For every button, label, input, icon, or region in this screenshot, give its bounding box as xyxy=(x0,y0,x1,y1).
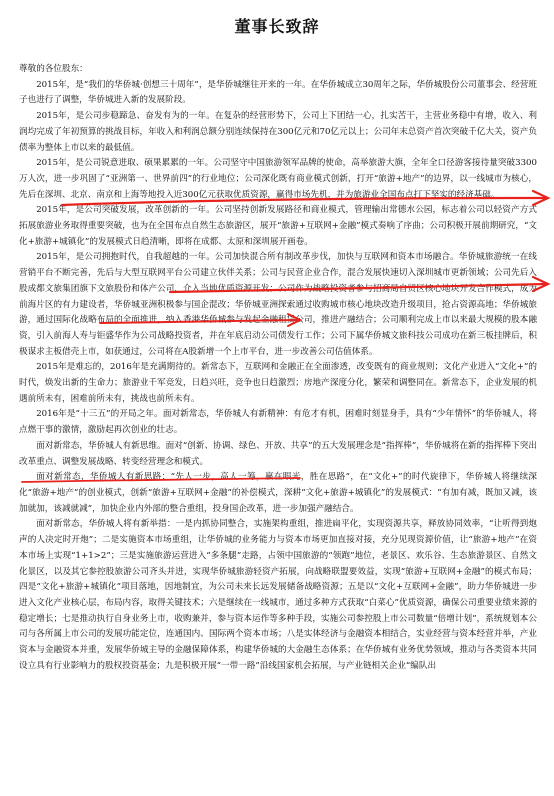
paragraph-3: 2015年，是公司锐意进取、硕果累累的一年。公司坚守中国旅游领军品牌的使命，高举旅游大旗，全年全口径游客接待量突破3300万人次，进一步巩固了“亚洲第一、世界前四”的行业地位；公司深化既有商业模式创新，打开“旅游+地产”的边界，以一线城市为核心，先后在深圳、北京、南京和上海等地投入近300亿元获取优质资源，赢得市场先机，并为旅游业全国布点打下坚实的经济基础。 xyxy=(19,158,537,200)
paragraph-5: 2015年，是公司拥抱时代，自我超越的一年。公司加快混合所有制改革步伐，加快与互联网和资本市场融合。华侨城旅游统一在线营销平台不断完善，先后与大型互联网平台公司建立伙伴关系；公司与民营企业合作，混合发展快速切入深圳城市更新领域；公司先后入股成都文旅集团旗下文旅股份和体产公司，介入当地优质资源开发；公司作为战略投资者参与招商局自贸区核心地块开发合作模式，成为前海片区的有力建设者，华侨城亚洲积极参与国企混改；华侨城亚洲探索通过收购城市核心地块改造升级项目，抢占资源高地；华侨城旅游，通过国际化战略布局的全面推进，纳入香港华侨城参与发起金融租赁公司，推进产融结合；公司顺利完成上市以来最大规模的股本融资，引入前海人寿与钜盛华作为公司战略投资者，并在年底启动公司债发行工作；公司下属华侨城文旅科技公司成功在新三板挂牌后，积极谋求主板借壳上市，如获通过，公司将在A股新增一个上市平台，进一步改善公司估值体系。 xyxy=(19,252,537,357)
paragraph-2: 2015年，是公司步稳蹄急、奋发有为的一年。在复杂的经营形势下，公司上下团结一心，扎实苦干，主营业务稳中有增，收入、利润均完成了年初预算的挑战目标，年收入和利润总额分别连续保持在300亿元和70亿元以上；公司年末总资产首次突破千亿大关，资产负债率为整体上市以来的最低值。 xyxy=(19,111,537,153)
paragraph-9: 面对新常态，华侨城人有新思路：“先人一步，高人一筹，赢在眼光，胜在思路”，在“文化+”的时代旋律下，华侨城人将继续深化“旅游+地产”的创业模式，创新“旅游+互联网+金融”的补偿模式，深耕“文化+旅游+城镇化”的发展模式：“有加有减，既加又减，该加就加，该减就减”，加快企业内外部的整合重组，投身国企改革，进一步加强产融结合。 xyxy=(19,472,537,514)
paragraph-8: 面对新常态，华侨城人有新思维。面对“创新、协调、绿色、开放、共享”的五大发展理念是“指挥棒”，华侨城将在新的指挥棒下突出改革重点、调整发展战略、转变经营理念和模式。 xyxy=(19,440,537,467)
document-body xyxy=(19,62,537,674)
greeting: 尊敬的各位股东： xyxy=(19,64,88,74)
paragraph-7: 2016年是“十三五”的开局之年。面对新常态，华侨城人有新精神：有危才有机，困难时刻显身手，具有“少年情怀”的华侨城人，将点燃干事的激情，激励起再次创业的壮志。 xyxy=(19,409,537,436)
paragraph-6: 2015年是难忘的，2016年是充满期待的。新常态下，互联网和金融正在全面渗透，改变既有的商业规则；文化产业进入“文化+”的时代，焕发出新的生命力；旅游业千军竞发，日趋兴旺，竞争也日趋激烈；房地产深度分化，繁荣和调整同在。新常态下，企业发展的机遇前所未有，困难前所未有，挑战也前所未有。 xyxy=(19,362,537,404)
paragraph-10: 面对新常态，华侨城人将有新举措：一是内抓协同整合，实施架构重组，推进扁平化，实现资源共享，释放协同效率，“让听得到炮声的人决定时开炮”；二是实施资本市场重组，让华侨城的业务能力与资本市场更加直接对接，充分见现资源价值，让“旅游+地产”在资本市场上实现“1+1>2”；三是实施旅游运营进入“多条腿”走路，占领中国旅游的“领跑”地位，老景区、欢乐谷、生态旅游景区、自然文化景区，以及其它参控股旅游公司齐头并进，实现华侨城旅游轻资产拓展，向战略联盟要效益，实现“旅游+互联网+金融”的模式布局；四是“文化+旅游+城镇化”项目落地，因地制宜，为公司未来长远发展储备战略资源；五是以“文化+互联网+金融”，助力华侨城进一步进入文化产业核心层，布局内容，取得关键技术；六是继续在一线城市，通过多种方式获取“白菜心”优质资源，确保公司重要业绩来源的稳定增长；七是推动执行自身业务上市，收购兼并，参与资本运作等多种手段，实施公司参控股上市公司数量“倍增计划”，系统规划本公司与各所属上市公司的发展功能定位，连通国内、国际两个资本市场；八是实体经济与金融资本相结合，实业经营与资本经营并举，产业资本与金融资本并重，发展华侨城主导的金融保障体系，构建华侨城的大金融生态体系；在华侨城有业务优势领域，推动与各类资本共同设立具有行业影响力的股权投资基金；九是积极开展“一带一路”沿线国家机会拓展，与产业链相关企业“编队出 xyxy=(19,519,537,671)
paragraph-4: 2015年，是公司突破发展，改革创新的一年。公司坚持创新发展路径和商业模式，管理输出常德水公园，标志着公司以轻资产方式拓展旅游业务取得重要突破，也为在全国布点自然生态旅游区，展开“旅游+互联网+金融”模式奏响了序曲；公司积极开展前期研究，“文化+旅游+城镇化”的发展模式日趋清晰，即将在成都、太原和深圳展开画卷。 xyxy=(19,205,537,247)
page-title: 董事长致辞 xyxy=(234,17,320,36)
paragraph-1: 2015年，是“我们的华侨城·创想三十周年”，是华侨城继往开来的一年。在华侨城成立30周年之际，华侨城股份公司董事会、经营班子也进行了调整，华侨城进入新的发展阶段。 xyxy=(19,79,537,106)
